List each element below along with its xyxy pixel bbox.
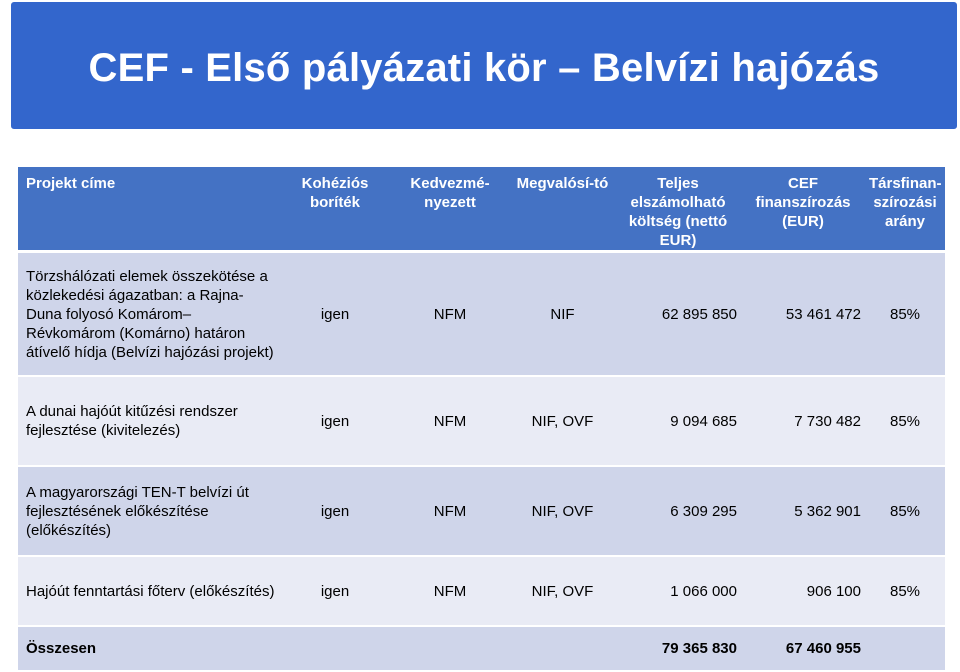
table-header-row [18, 167, 945, 252]
envelope-cell: igen [280, 252, 390, 377]
col-header-implementer: Megvalósí-tó [510, 167, 615, 252]
total-empty-cell [280, 626, 390, 671]
col-header-title: Projekt címe [18, 167, 280, 252]
title-banner [11, 2, 957, 129]
slide-title-prefix: CEF - Első pályázati kör [88, 46, 547, 90]
beneficiary-cell: NFM [390, 376, 510, 466]
cofinancing-rate-cell: 85% [865, 252, 945, 377]
beneficiary-cell: NFM [390, 252, 510, 377]
projects-table [18, 167, 945, 672]
cef-funding-cell: 5 362 901 [741, 466, 865, 556]
total-cost-cell: 1 066 000 [615, 556, 741, 626]
total-cost-sum: 79 365 830 [615, 626, 741, 671]
cofinancing-rate-cell: 85% [865, 466, 945, 556]
slide-title [11, 46, 957, 91]
col-header-cef-funding: CEF finanszírozás (EUR) [741, 167, 865, 252]
implementer-cell: NIF, OVF [510, 466, 615, 556]
cef-funding-cell: 906 100 [741, 556, 865, 626]
table-row [18, 252, 945, 377]
implementer-cell: NIF [510, 252, 615, 377]
table-row [18, 466, 945, 556]
total-cost-cell: 6 309 295 [615, 466, 741, 556]
project-title: A dunai hajóút kitűzési rendszer fejlesztése (kivitelezés) [18, 376, 280, 466]
cofinancing-rate-cell: 85% [865, 376, 945, 466]
cofinancing-rate-cell: 85% [865, 556, 945, 626]
envelope-cell: igen [280, 556, 390, 626]
col-header-envelope: Kohéziós boríték [280, 167, 390, 252]
total-cost-cell: 9 094 685 [615, 376, 741, 466]
total-empty-cell [510, 626, 615, 671]
beneficiary-cell: NFM [390, 556, 510, 626]
table-total-row [18, 626, 945, 671]
cef-funding-cell: 53 461 472 [741, 252, 865, 377]
col-header-total-cost: Teljes elszámolható költség (nettó EUR) [615, 167, 741, 252]
implementer-cell: NIF, OVF [510, 556, 615, 626]
table-row [18, 556, 945, 626]
col-header-cofinancing-rate: Társfinan-szírozási arány [865, 167, 945, 252]
cef-funding-sum: 67 460 955 [741, 626, 865, 671]
col-header-beneficiary: Kedvezmé-nyezett [390, 167, 510, 252]
slide-title-suffix: Belvízi hajózás [591, 46, 880, 90]
cef-funding-cell: 7 730 482 [741, 376, 865, 466]
project-title: Törzshálózati elemek összekötése a közlekedési ágazatban: a Rajna-Duna folyosó Komárom–Révkomárom (Komárno) határon átívelő hídja (Belvízi hajózási projekt) [18, 252, 280, 377]
total-label: Összesen [18, 626, 280, 671]
total-cost-cell: 62 895 850 [615, 252, 741, 377]
total-empty-cell [865, 626, 945, 671]
envelope-cell: igen [280, 466, 390, 556]
project-title: Hajóút fenntartási főterv (előkészítés) [18, 556, 280, 626]
project-title: A magyarországi TEN-T belvízi út fejlesztésének előkészítése (előkészítés) [18, 466, 280, 556]
table-row [18, 376, 945, 466]
total-empty-cell [390, 626, 510, 671]
slide-title-dash: – [558, 46, 581, 90]
beneficiary-cell: NFM [390, 466, 510, 556]
implementer-cell: NIF, OVF [510, 376, 615, 466]
envelope-cell: igen [280, 376, 390, 466]
